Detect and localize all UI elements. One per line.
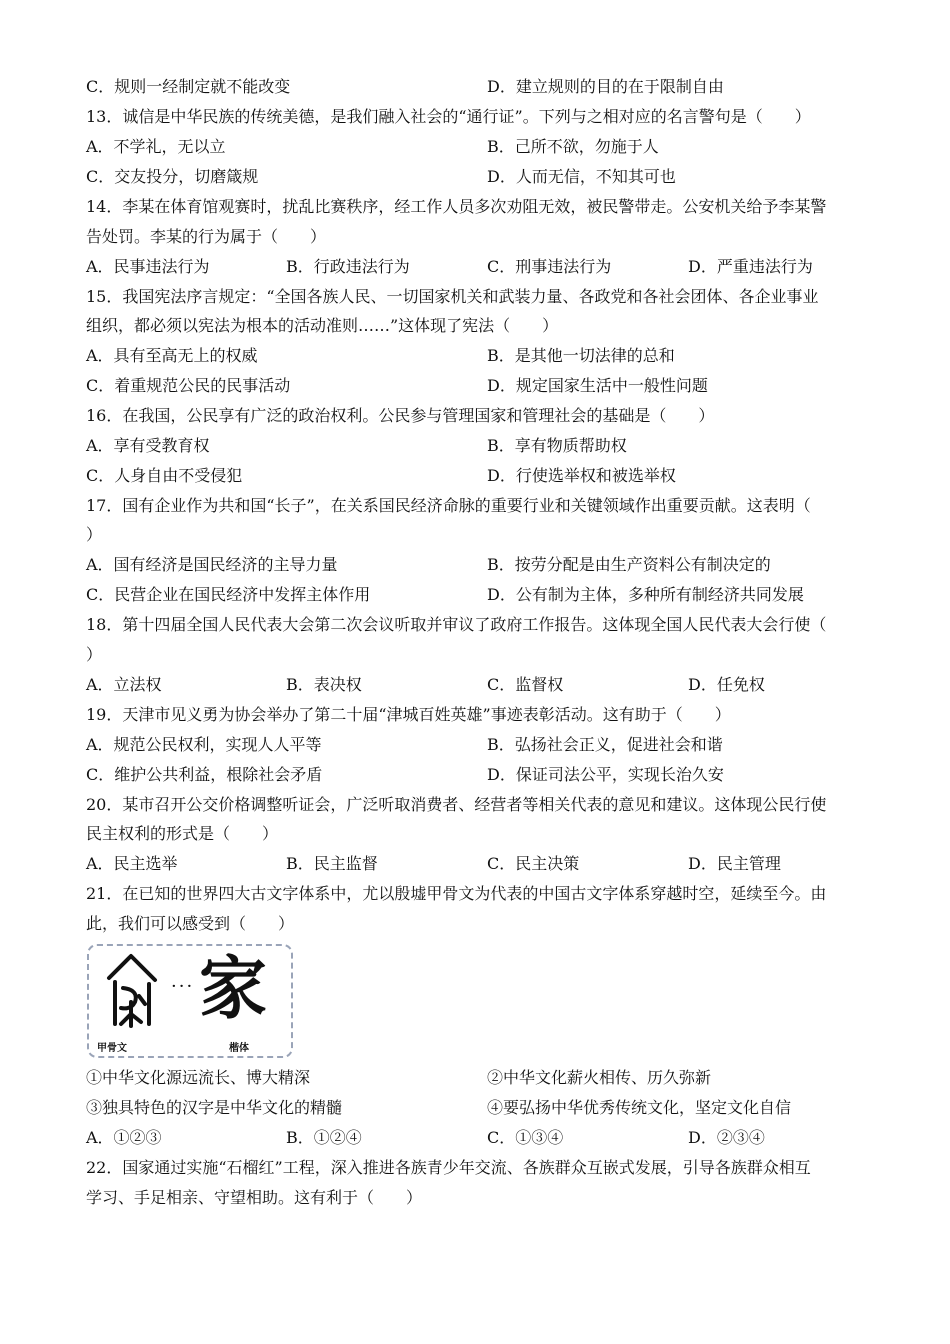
q20-stem-line2: 民主权利的形式是（ ）: [86, 824, 279, 843]
q19-option-a: A．规范公民权利，实现人人平等: [86, 735, 322, 754]
q21-stem-line1: 21．在已知的世界四大古文字体系中，尤以殷墟甲骨文为代表的中国古文字体系穿越时空，延续至今。由: [86, 884, 827, 903]
q22-stem-line1: 22．国家通过实施“石榴红”工程，深入推进各族青少年交流、各族群众互嵌式发展，引导各族群众相互: [86, 1158, 811, 1177]
q21-statement-2: ②中华文化薪火相传、历久弥新: [487, 1068, 712, 1087]
q15-option-c: C．着重规范公民的民事活动: [86, 376, 291, 395]
q15-stem-line2: 组织，都必须以宪法为根本的活动准则……”这体现了宪法（ ）: [86, 316, 559, 335]
q20-option-b: B．民主监督: [286, 854, 378, 873]
q18-option-a: A．立法权: [86, 675, 162, 694]
q13-option-b: B．己所不欲，勿施于人: [487, 137, 659, 156]
oracle-bone-jia-glyph: [101, 952, 161, 1032]
q20-stem-line1: 20．某市召开公交价格调整听证会，广泛听取消费者、经营者等相关代表的意见和建议。这体现公民行使: [86, 795, 827, 814]
q17-option-b: B．按劳分配是由生产资料公有制决定的: [487, 555, 771, 574]
q16-option-d: D．行使选举权和被选举权: [487, 466, 676, 485]
q17-option-d: D．公有制为主体，多种所有制经济共同发展: [487, 585, 804, 604]
q17-stem-line2: ）: [86, 525, 103, 544]
q22-stem-line2: 学习、手足相亲、守望相助。这有利于（ ）: [86, 1188, 423, 1207]
q21-statement-3: ③独具特色的汉字是中华文化的精髓: [86, 1098, 343, 1117]
q18-option-b: B．表决权: [286, 675, 362, 694]
q16-option-b: B．享有物质帮助权: [487, 436, 627, 455]
q15-option-a: A．具有至高无上的权威: [86, 346, 258, 365]
caption-kaishu: 楷体: [229, 1043, 249, 1054]
q21-stem-line2: 此，我们可以感受到（ ）: [86, 914, 295, 933]
q15-option-b: B．是其他一切法律的总和: [487, 346, 675, 365]
q17-option-c: C．民营企业在国民经济中发挥主体作用: [86, 585, 371, 604]
q20-option-a: A．民主选举: [86, 854, 178, 873]
q21-option-a: A．①②③: [86, 1128, 162, 1147]
q21-option-d: D．②③④: [688, 1128, 765, 1147]
q14-option-b: B．行政违法行为: [286, 257, 410, 276]
q18-option-d: D．任免权: [688, 675, 765, 694]
q19-stem: 19．天津市见义勇为协会举办了第二十届“津城百姓英雄”事迹表彰活动。这有助于（ ）: [86, 705, 731, 724]
character-evolution-figure: [87, 944, 293, 1058]
q20-option-d: D．民主管理: [688, 854, 781, 873]
caption-oracle-bone: 甲骨文: [97, 1043, 127, 1054]
kaishu-jia-character: 家: [199, 949, 268, 1029]
q14-option-c: C．刑事违法行为: [487, 257, 612, 276]
q16-option-c: C．人身自由不受侵犯: [86, 466, 243, 485]
q16-option-a: A．享有受教育权: [86, 436, 210, 455]
q20-option-c: C．民主决策: [487, 854, 580, 873]
evolution-dots: ···: [171, 976, 195, 997]
q12-option-c: C．规则一经制定就不能改变: [86, 77, 291, 96]
q18-option-c: C．监督权: [487, 675, 564, 694]
q18-stem-line2: ）: [86, 645, 103, 664]
q14-option-a: A．民事违法行为: [86, 257, 210, 276]
q12-option-d: D．建立规则的目的在于限制自由: [487, 77, 724, 96]
q13-stem: 13．诚信是中华民族的传统美德，是我们融入社会的“通行证”。下列与之相对应的名言警句是（ ）: [86, 107, 811, 126]
q17-stem-line1: 17．国有企业作为共和国“长子”，在关系国民经济命脉的重要行业和关键领域作出重要贡献。这表明（: [86, 496, 811, 515]
q21-statement-1: ①中华文化源远流长、博大精深: [86, 1068, 311, 1087]
q18-stem-line1: 18．第十四届全国人民代表大会第二次会议听取并审议了政府工作报告。这体现全国人民代表大会行使（: [86, 615, 827, 634]
q21-statement-4: ④要弘扬中华优秀传统文化，坚定文化自信: [487, 1098, 792, 1117]
q19-option-d: D．保证司法公平，实现长治久安: [487, 765, 724, 784]
q13-option-c: C．交友投分，切磨箴规: [86, 167, 259, 186]
q21-option-c: C．①③④: [487, 1128, 564, 1147]
q14-stem-line1: 14．李某在体育馆观赛时，扰乱比赛秩序，经工作人员多次劝阻无效，被民警带走。公安机关给予李某警: [86, 197, 827, 216]
q15-stem-line1: 15．我国宪法序言规定：“全国各族人民、一切国家机关和武装力量、各政党和各社会团体、各企业事业: [86, 287, 819, 306]
q13-option-d: D．人而无信，不知其可也: [487, 167, 676, 186]
q16-stem: 16．在我国，公民享有广泛的政治权利。公民参与管理国家和管理社会的基础是（ ）: [86, 406, 715, 425]
q19-option-b: B．弘扬社会正义，促进社会和谐: [487, 735, 723, 754]
q14-stem-line2: 告处罚。李某的行为属于（ ）: [86, 227, 327, 246]
q21-option-b: B．①②④: [286, 1128, 362, 1147]
q19-option-c: C．维护公共利益，根除社会矛盾: [86, 765, 323, 784]
q17-option-a: A．国有经济是国民经济的主导力量: [86, 555, 338, 574]
q13-option-a: A．不学礼，无以立: [86, 137, 226, 156]
q14-option-d: D．严重违法行为: [688, 257, 813, 276]
q15-option-d: D．规定国家生活中一般性问题: [487, 376, 708, 395]
